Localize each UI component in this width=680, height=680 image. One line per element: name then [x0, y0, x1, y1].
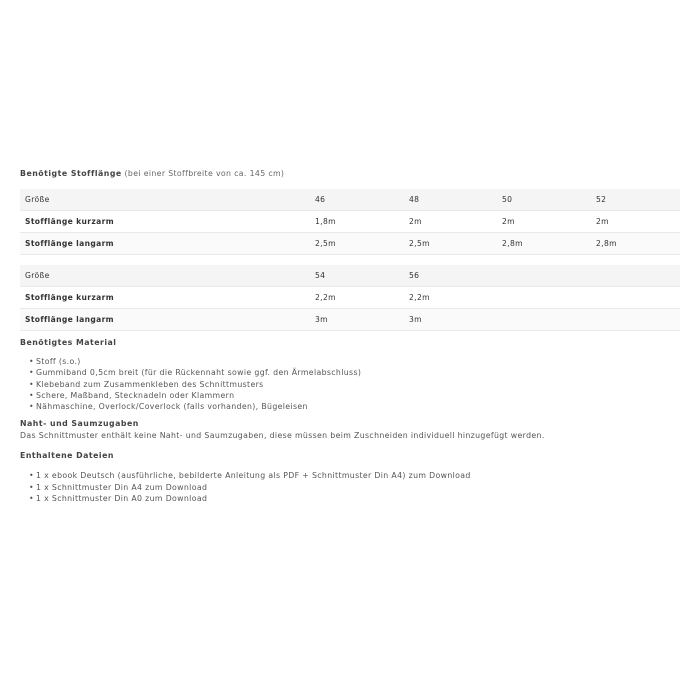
- product-description: [20, 168, 680, 504]
- table-cell: Größe: [20, 265, 310, 287]
- seam-title: Naht- und Saumzugaben: [20, 419, 139, 429]
- table-cell: 46: [310, 189, 404, 211]
- list-item: • 1 x Schnittmuster Din A0 zum Download: [36, 493, 680, 504]
- list-item: • 1 x Schnittmuster Din A4 zum Download: [36, 482, 680, 493]
- table-cell: [591, 287, 680, 309]
- table-cell: Stofflänge kurzarm: [25, 293, 114, 302]
- table-cell: 52: [591, 189, 680, 211]
- table-row: [20, 233, 680, 255]
- table-cell: 54: [310, 265, 404, 287]
- table-cell: [497, 265, 591, 287]
- table-cell: 3m: [404, 309, 497, 331]
- table-cell: 2,2m: [409, 293, 430, 302]
- table-cell: 3m: [310, 309, 404, 331]
- list-item: • Schere, Maßband, Stecknadeln oder Klammern: [36, 390, 680, 401]
- table-cell: Stofflänge langarm: [20, 309, 310, 331]
- table-cell: 2,8m: [591, 233, 680, 255]
- table-cell: [497, 309, 591, 331]
- list-item: • 1 x ebook Deutsch (ausführliche, bebilderte Anleitung als PDF + Schnittmuster Din A4) zum Download: [36, 470, 680, 481]
- table-row: [20, 309, 680, 331]
- table-cell: 2,5m: [310, 233, 404, 255]
- table-cell: [591, 265, 680, 287]
- table-cell: Stofflänge langarm: [20, 233, 310, 255]
- material-title: Benötigtes Material: [20, 338, 117, 347]
- table-cell: Größe: [20, 189, 310, 211]
- files-title: Enthaltene Dateien: [20, 451, 114, 461]
- table-cell: 48: [404, 189, 497, 211]
- table-cell: 2,2m: [315, 293, 336, 302]
- table-cell: [591, 309, 680, 331]
- table-row: [20, 287, 680, 309]
- table-header-row: [20, 265, 680, 287]
- seam-text: Das Schnittmuster enthält keine Naht- und Saumzugaben, diese müssen beim Zuschneiden individuell hinzugefügt werden.: [20, 431, 545, 441]
- table-cell: 56: [404, 265, 497, 287]
- table-header-row: [20, 189, 680, 211]
- files-list: [20, 470, 680, 504]
- fabric-table-1: [20, 189, 680, 255]
- fabric-section-heading: [20, 168, 680, 180]
- table-cell: 2,8m: [497, 233, 591, 255]
- table-cell: 2m: [502, 217, 515, 226]
- table-row: [20, 211, 680, 233]
- fabric-note: (bei einer Stoffbreite von ca. 145 cm): [124, 169, 285, 178]
- table-cell: [497, 287, 591, 309]
- table-cell: 2m: [596, 217, 609, 226]
- list-item: • Nähmaschine, Overlock/Coverlock (falls vorhanden), Bügeleisen: [36, 401, 680, 412]
- list-item: • Gummiband 0,5cm breit (für die Rückennaht sowie ggf. den Ärmelabschluss): [36, 367, 680, 378]
- list-item: • Stoff (s.o.): [36, 356, 680, 367]
- table-cell: 50: [497, 189, 591, 211]
- fabric-title: Benötigte Stofflänge: [20, 169, 122, 178]
- table-cell: Stofflänge kurzarm: [25, 217, 114, 226]
- material-list: [20, 356, 680, 412]
- table-cell: 2,5m: [404, 233, 497, 255]
- table-cell: 1,8m: [315, 217, 336, 226]
- fabric-table-2: [20, 265, 680, 331]
- table-cell: 2m: [409, 217, 422, 226]
- list-item: • Klebeband zum Zusammenkleben des Schnittmusters: [36, 379, 680, 390]
